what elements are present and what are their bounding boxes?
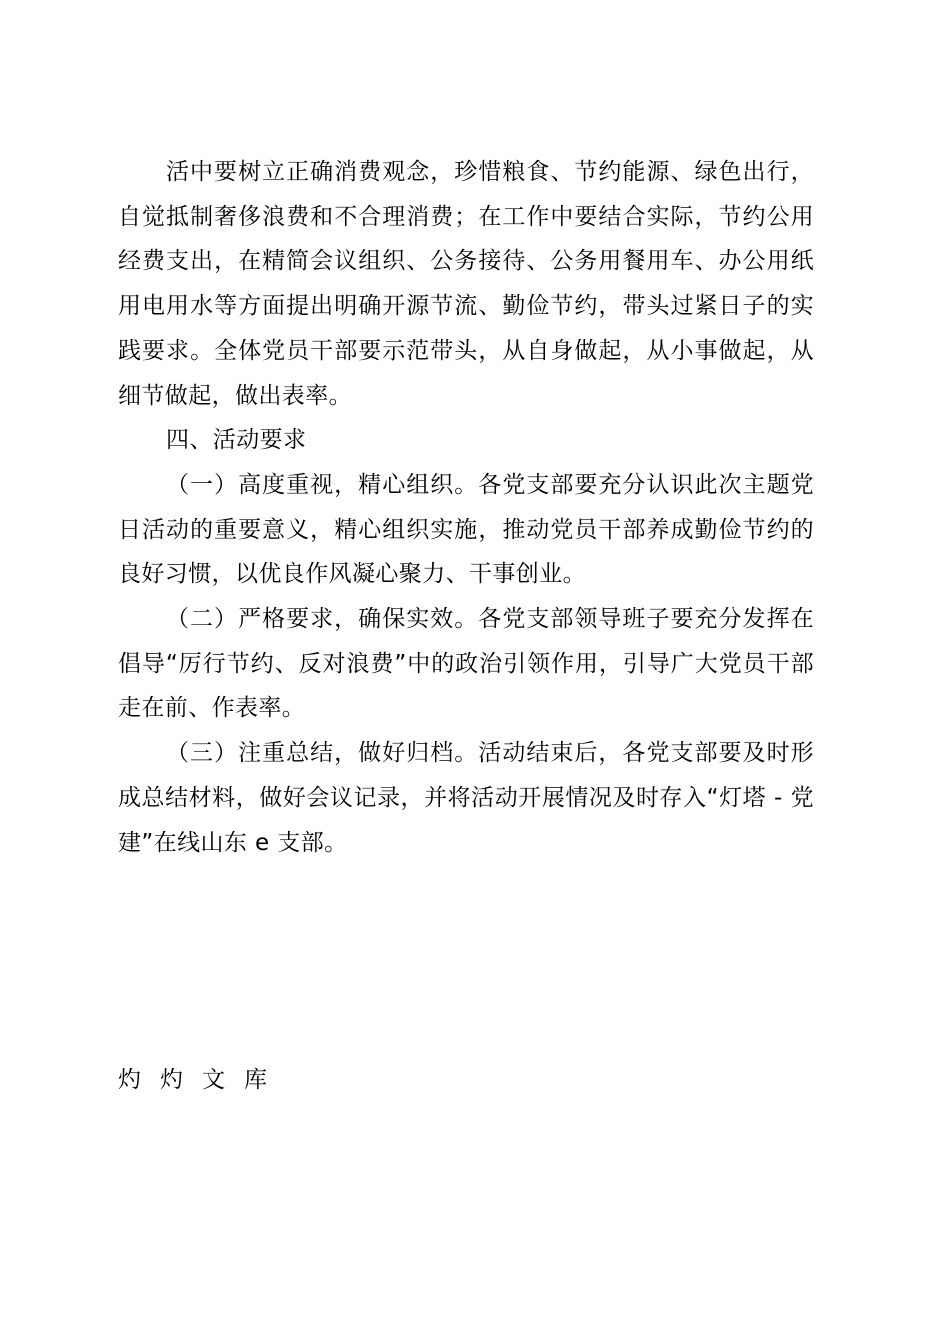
document-body [118,150,814,865]
section-heading: 四、活动要求 [166,427,307,454]
requirement-2: （二）严格要求，确保实效。各党支部领导班子要充分发挥在倡导“厉行节约、反对浪费”中的政治引领作用，引导广大党员干部走在前、作表率。 [118,606,814,722]
footer-brand: 灼灼文库 [118,1067,286,1093]
paragraph-practice: 活中要树立正确消费观念，珍惜粮食、节约能源、绿色出行，自觉抵制奢侈浪费和不合理消费；在工作中要结合实际，节约公用经费支出，在精简会议组织、公务接待、公务用餐用车、办公用纸用电用水等方面提出明确开源节流、勤俭节约，带头过紧日子的实践要求。全体党员干部要示范带头，从自身做起，从小事做起，从细节做起，做出表率。 [118,159,814,409]
requirement-1: （一）高度重视，精心组织。各党支部要充分认识此次主题党日活动的重要意义，精心组织实施，推动党员干部养成勤俭节约的良好习惯，以优良作风凝心聚力、干事创业。 [118,471,814,588]
requirement-3: （三）注重总结，做好归档。活动结束后，各党支部要及时形成总结材料，做好会议记录，并将活动开展情况及时存入“灯塔 - 党建”在线山东 e 支部。 [118,740,814,856]
